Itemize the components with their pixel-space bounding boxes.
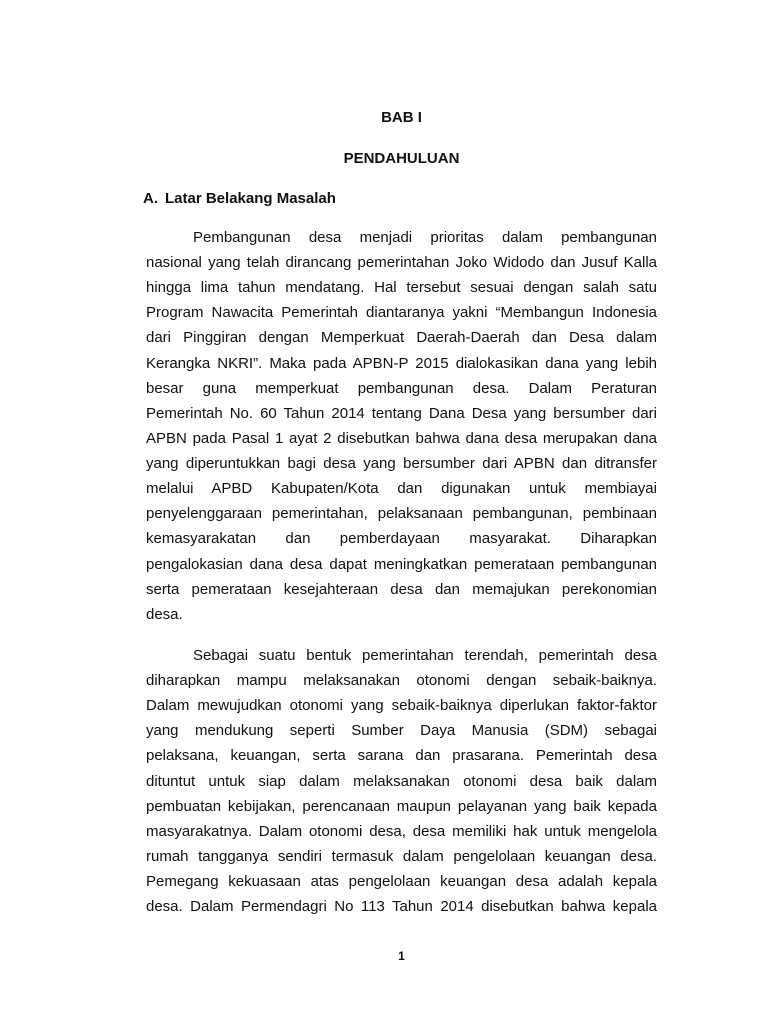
text-line: yang mendukung seperti Sumber Daya Manusia (SDM) sebagai [146, 722, 657, 740]
text-line: hingga lima tahun mendatang. Hal tersebut sesuai dengan salah satu [146, 279, 657, 297]
text-line: Kerangka NKRI”. Maka pada APBN-P 2015 dialokasikan dana yang lebih [146, 354, 657, 372]
text-line: Pemegang kekuasaan atas pengelolaan keuangan desa adalah kepala [146, 873, 657, 890]
text-line: dituntut untuk siap dalam melaksanakan otonomi desa baik dalam [146, 772, 657, 790]
text-line: rumah tangganya sendiri termasuk dalam pengelolaan keuangan desa. [146, 847, 657, 865]
text-line: melalui APBD Kabupaten/Kota dan digunakan untuk membiayai [146, 480, 657, 498]
text-line: Sebagai suatu bentuk pemerintahan terendah, pemerintah desa [193, 646, 657, 664]
text-line: Pemerintah No. 60 Tahun 2014 tentang Dana Desa yang bersumber dari [146, 404, 657, 422]
text-line: Pembangunan desa menjadi prioritas dalam pembangunan [193, 228, 657, 246]
text-line: nasional yang telah dirancang pemerintahan Joko Widodo dan Jusuf Kalla [146, 254, 657, 271]
text-line: pelaksana, keuangan, serta sarana dan prasarana. Pemerintah desa [146, 747, 657, 765]
text-column [143, 105, 657, 920]
text-line: serta pemerataan kesejahteraan desa dan memajukan perekonomian [146, 580, 657, 598]
text-line: dari Pinggiran dengan Memperkuat Daerah-Daerah dan Desa dalam [146, 329, 657, 347]
text-line: pengalokasian dana desa dapat meningkatkan pemerataan pembangunan [146, 555, 657, 573]
text-line: masyarakatnya. Dalam otonomi desa, desa memiliki hak untuk mengelola [146, 822, 657, 840]
paragraph [146, 225, 657, 627]
text-line: Program Nawacita Pemerintah diantaranya yakni “Membangun Indonesia [146, 304, 657, 322]
chapter-title: PENDAHULUAN [343, 149, 460, 167]
text-line: besar guna memperkuat pembangunan desa. Dalam Peraturan [146, 379, 657, 397]
text-line: APBN pada Pasal 1 ayat 2 disebutkan bahwa dana desa merupakan dana [146, 429, 657, 447]
text-line: desa. [146, 605, 183, 623]
text-line: pembuatan kebijakan, perencanaan maupun pelayanan yang baik kepada [146, 797, 657, 815]
section-title: Latar Belakang Masalah [165, 189, 336, 207]
text-line: kemasyarakatan dan pemberdayaan masyarakat. Diharapkan [146, 530, 657, 548]
chapter-label: BAB I [381, 108, 422, 126]
section-number: A. [143, 189, 158, 207]
paragraph [146, 643, 657, 919]
text-line: penyelenggaraan pemerintahan, pelaksanaan pembangunan, pembinaan [146, 505, 657, 523]
section-heading [143, 186, 657, 211]
text-line: yang diperuntukkan bagi desa yang bersumber dari APBN dan ditransfer [146, 455, 657, 472]
text-line: desa. Dalam Permendagri No 113 Tahun 2014 disebutkan bahwa kepala [146, 898, 657, 916]
text-line: diharapkan mampu melaksanakan otonomi dengan sebaik-baiknya. [146, 672, 657, 689]
text-line: Dalam mewujudkan otonomi yang sebaik-baiknya diperlukan faktor-faktor [146, 697, 657, 715]
page-number: 1 [398, 949, 405, 963]
